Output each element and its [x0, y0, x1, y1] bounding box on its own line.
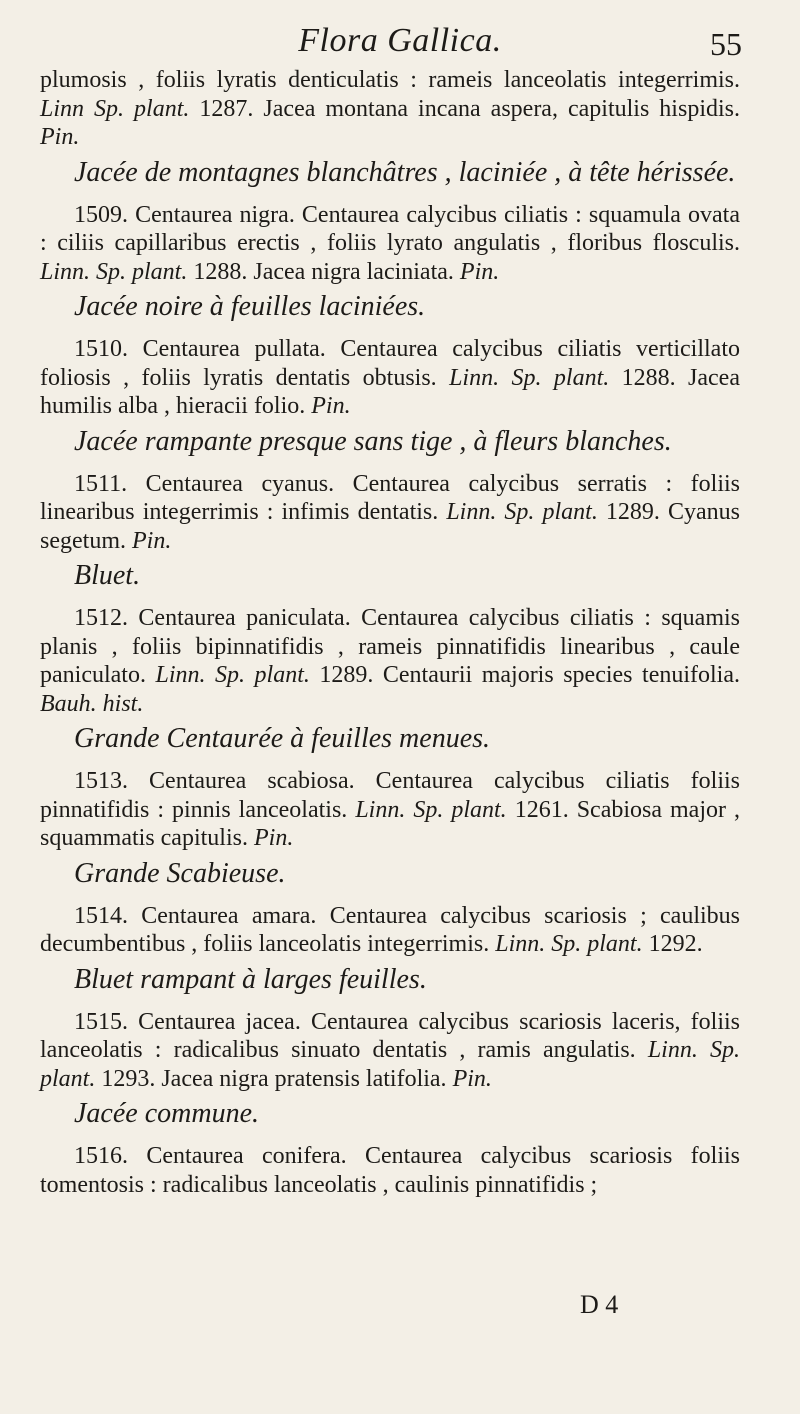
signature-mark: D 4 [580, 1290, 619, 1319]
citation-italic: Pin. [40, 124, 80, 150]
vernacular-name: Bluet. [74, 560, 141, 591]
citation-italic: Linn. Sp. plant. [449, 364, 610, 391]
entry-text: 1289. Centaurii majoris species tenuifolia. [309, 662, 740, 688]
entry-text: 1509. Centaurea nigra. Centaurea calycibus ciliatis : squamula ovata : ciliis capillaribus erectis , foliis lyrato angulatis , floribus flosculis. [40, 201, 740, 256]
vernacular-name: Jacée commune. [74, 1098, 260, 1129]
citation-italic: Pin. [131, 527, 172, 554]
vernacular-name: Jacée de montagnes blanchâtres , laciniée , à tête hérissée. [74, 156, 736, 188]
citation-italic: Linn. Sp. plant. [155, 662, 310, 688]
running-title: Flora Gallica. [298, 22, 502, 59]
entry-text: 1261. Scabiosa major , squammatis capitulis. [40, 796, 740, 851]
entry-text: 1513. Centaurea scabiosa. Centaurea calycibus ciliatis foliis pinnatifidis : pinnis lanceolatis. [40, 768, 740, 823]
entry-text: 1289. Cyanus segetum. [40, 499, 740, 554]
species-entry [40, 201, 740, 287]
entry-text: plumosis , foliis lyratis denticulatis : rameis lanceolatis integerrimis. [40, 67, 740, 93]
citation-italic: Linn. Sp. plant. [40, 1037, 741, 1092]
page-number: 55 [710, 26, 742, 62]
entry-text: 1293. Jacea nigra pratensis latifolia. [95, 1065, 453, 1092]
entry-text: 1287. Jacea montana incana aspera, capitulis hispidis. [189, 95, 740, 122]
vernacular-name: Grande Scabieuse. [74, 857, 286, 889]
species-entry [40, 335, 740, 421]
entry-text: 1288. Jacea nigra laciniata. [187, 258, 460, 285]
entry-text: 1288. Jacea humilis alba , hieracii folio. [40, 364, 740, 419]
continued-entry [40, 66, 740, 152]
citation-italic: Linn. Sp. plant. [40, 258, 188, 285]
citation-italic: Pin. [253, 825, 294, 851]
citation-italic: Bauh. hist. [40, 690, 144, 717]
citation-italic: Pin. [311, 393, 351, 419]
vernacular-name: Jacée noire à feuilles laciniées. [74, 291, 426, 322]
vernacular-name: Grande Centaurée à feuilles menues. [74, 723, 491, 754]
vernacular-name: Bluet rampant à larges feuilles. [74, 963, 427, 995]
citation-italic: Pin. [459, 258, 500, 285]
entry-text: 1516. Centaurea conifera. Centaurea calycibus scariosis foliis tomentosis : radicalibus lanceolatis , caulinis pinnatifidis ; [40, 1143, 740, 1198]
page-header [0, 18, 800, 68]
entry-text: 1292. [642, 931, 703, 957]
entry-text: 1510. Centaurea pullata. Centaurea calycibus ciliatis verticillato foliosis , foliis lyratis dentatis obtusis. [40, 336, 740, 391]
entry-text: 1514. Centaurea amara. Centaurea calycibus scariosis ; caulibus decumbentibus , foliis lanceolatis integerrimis. [40, 902, 740, 957]
citation-italic: Linn. Sp. plant. [355, 796, 507, 823]
citation-italic: Linn Sp. plant. [40, 95, 190, 122]
species-entry [40, 767, 740, 853]
species-entry [40, 1008, 740, 1094]
entry-text: 1515. Centaurea jacea. Centaurea calycibus scariosis laceris, foliis lanceolatis : radicalibus sinuato dentatis , ramis angulatis. [40, 1008, 740, 1063]
entry-text: 1512. Centaurea paniculata. Centaurea calycibus ciliatis : squamis planis , foliis bipinnatifidis , rameis pinnatifidis linearibus , caule paniculato. [40, 605, 740, 688]
vernacular-name: Jacée rampante presque sans tige , à fleurs blanches. [74, 425, 672, 457]
citation-italic: Pin. [452, 1065, 492, 1092]
page-body [40, 66, 740, 1199]
species-entry [40, 470, 740, 556]
citation-italic: Linn. Sp. plant. [446, 499, 598, 525]
species-entry [40, 902, 740, 959]
entry-text: 1511. Centaurea cyanus. Centaurea calycibus serratis : foliis linearibus integerrimis : infimis dentatis. [40, 470, 740, 525]
species-entry [40, 604, 740, 718]
species-entry [40, 1142, 740, 1199]
citation-italic: Linn. Sp. plant. [495, 931, 643, 957]
